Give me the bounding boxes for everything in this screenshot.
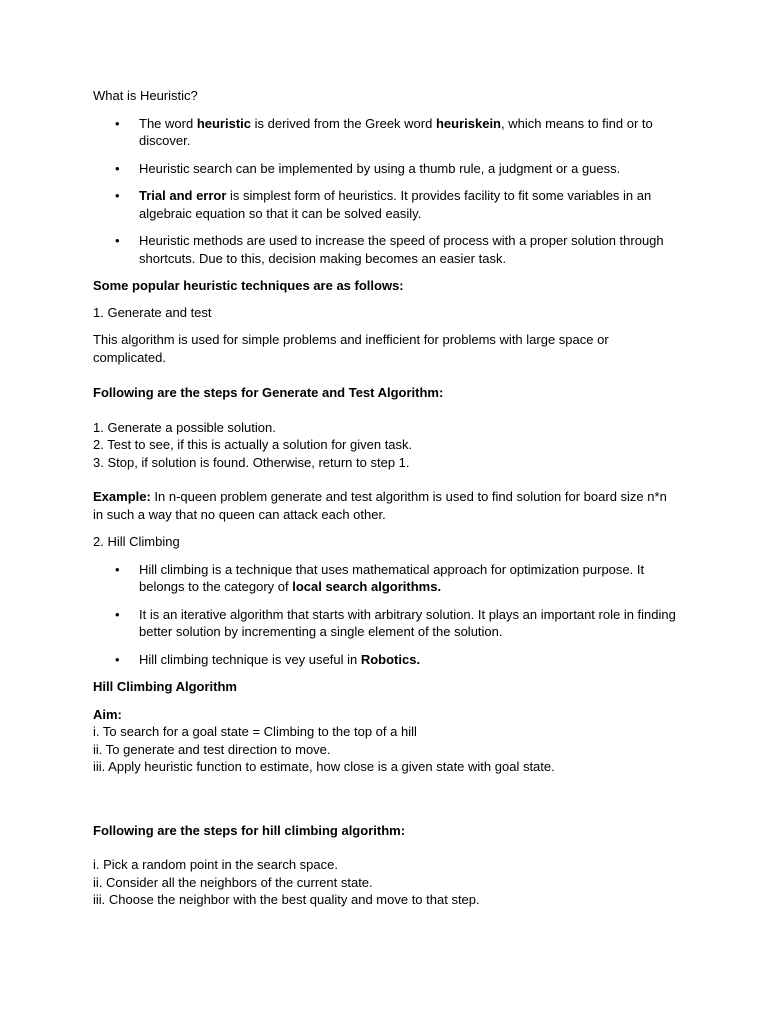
step-line: 2. Test to see, if this is actually a solution for given task. [93,437,413,452]
bullet-item [93,187,678,222]
bold-term: local search algorithms. [292,579,442,594]
document-page [93,87,678,909]
text-run: It is an iterative algorithm that starts with arbitrary solution. It plays an important role in finding better solution by incrementing a single element of the solution. [139,606,676,639]
bullet-item [93,232,678,267]
generate-test-description: This algorithm is used for simple problems and inefficient for problems with large space or complicated. [93,332,609,365]
text-run: is simplest form of heuristics. It provides facility to fit some variables in an algebraic equation so that it can be solved easily. [139,188,652,221]
bullet-item [93,606,678,641]
bold-term: Robotics. [360,651,421,667]
techniques-heading: Some popular heuristic techniques are as follows: [93,278,404,293]
example-text: In n-queen problem generate and test algorithm is used to find solution for board size n*n in such a way that no queen can attack each other. [93,489,667,522]
text-run: The word [139,115,197,131]
generate-test-heading: 1. Generate and test [93,304,212,320]
hill-climbing-steps [93,856,678,909]
bullet-item [93,561,678,596]
generate-test-example [93,488,678,523]
bold-term: heuristic [196,115,251,131]
generate-test-steps-heading: Following are the steps for Generate and Test Algorithm: [93,385,444,400]
bullet-item [93,115,678,150]
hill-climbing-steps-heading: Following are the steps for hill climbing algorithm: [93,822,406,838]
text-run: Hill climbing technique is vey useful in [139,651,361,667]
aim-line: iii. Apply heuristic function to estimate, how close is a given state with goal state. [93,759,555,774]
text-run: , which means to find or to discover. [139,115,653,148]
text-run: Heuristic methods are used to increase the speed of process with a proper solution through shortcuts. Due to this, decision making becomes an easier task. [139,233,664,266]
step-line: 3. Stop, if solution is found. Otherwise, return to step 1. [93,454,410,470]
bullet-item [93,160,678,178]
bold-term: heuriskein [435,115,501,131]
hill-climbing-bullet-list [93,561,678,669]
step-line: iii. Choose the neighbor with the best quality and move to that step. [93,892,480,907]
text-run: is derived from the Greek word [251,115,436,131]
text-run: Heuristic search can be implemented by using a thumb rule, a judgment or a guess. [139,160,621,176]
bullet-item [93,651,678,669]
example-label: Example: [93,489,151,504]
hill-climbing-algorithm-heading: Hill Climbing Algorithm [93,679,237,694]
page-title: What is Heuristic? [93,88,198,103]
generate-test-steps [93,419,678,472]
text-run: Hill climbing is a technique that uses mathematical approach for optimization purpose. It belongs to the category of [139,561,645,594]
aim-block [93,706,678,776]
aim-line: i. To search for a goal state = Climbing to the top of a hill [93,724,417,739]
hill-climbing-heading: 2. Hill Climbing [93,534,180,549]
aim-label: Aim: [93,706,122,722]
aim-line: ii. To generate and test direction to move. [93,741,331,757]
bold-term: Trial and error [139,188,227,203]
intro-bullet-list [93,115,678,268]
step-line: ii. Consider all the neighbors of the current state. [93,874,373,890]
step-line: i. Pick a random point in the search space. [93,857,338,872]
step-line: 1. Generate a possible solution. [93,419,276,435]
